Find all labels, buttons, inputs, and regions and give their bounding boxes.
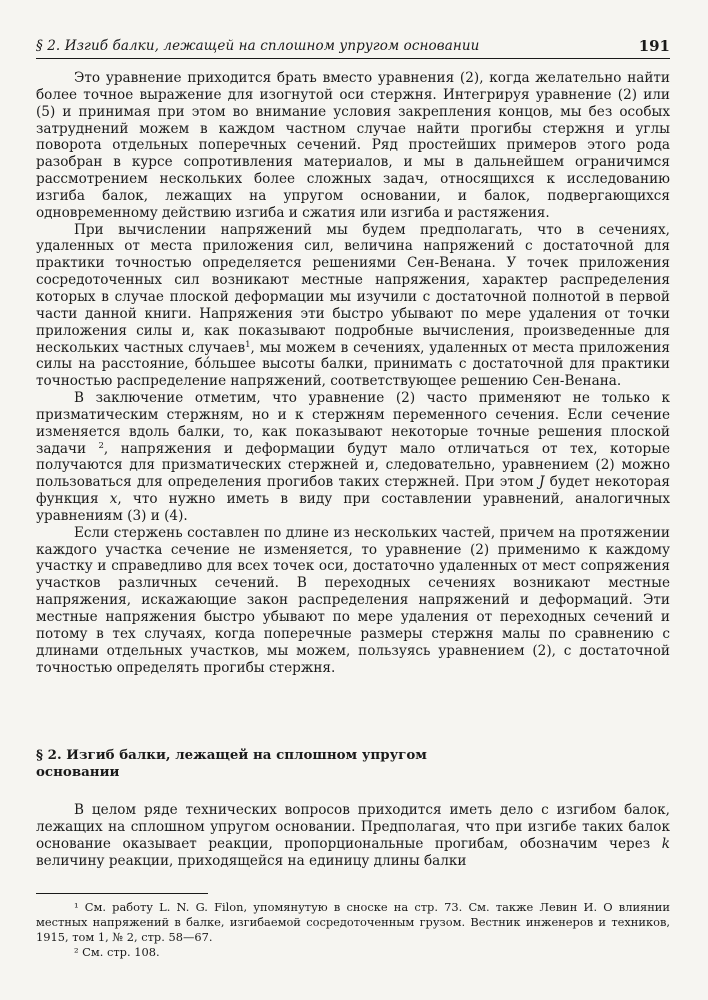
paragraph: В заключение отметим, что уравнение (2) часто применяют не только к призматическим стержням, но и к стержням переменного сечения. Если сечение изменяется вдоль балки, то, как показывают некоторые точные решения плоской задачи $^2$, напряжения и деформации будут мало отличаться от тех, которые получаются для призматических стержней и, следовательно, уравнением (2) можно пользоваться для определения прогибов таких стержней. При этом J будет некоторая функция x, что нужно иметь в виду при составлении уравнений, аналогичных уравнениям (3) и (4). [36,390,670,524]
footnote-mark: 2 [98,440,104,451]
body-text [36,70,670,676]
page-number: 191 [638,37,670,55]
math-symbol: x [109,491,118,508]
footnote-mark: 1 [245,339,251,350]
footnotes [36,900,670,960]
paragraph: При вычислении напряжений мы будем предполагать, что в сечениях, удаленных от места приложения сил, величина напряжений с достаточной для практики точностью определяется решениями Сен-Венана. У точек приложения сосредоточенных сил возникают местные напряжения, характер распределения которых в случае плоской деформации мы изучили с достаточной полнотой в первой части данной книги. Напряжения эти быстро убывают по мере удаления от точки приложения силы и, как показывают подробные вычисления, произведенные для нескольких частных случаев$^1$, мы можем в сечениях, удаленных от места приложения силы на расстояние, бóльшее высоты балки, принимать с достаточной для практики точностью распределение напряжений, соответствующее решению Сен-Венана. [36,221,670,390]
footnote: ² См. стр. 108. [74,945,160,959]
paragraph: Если стержень составлен по длине из нескольких частей, причем на протяжении каждого участка сечение не изменяется, то уравнение (2) применимо к каждому участку и справедливо для всех точек оси, достаточно удаленных от мест сопряжения участков различных сечений. В переходных сечениях возникают местные напряжения, искажающие закон распределения напряжений и деформаций. Эти местные напряжения быстро убывают по мере удаления от переходных сечений и потому в тех случаях, когда поперечные размеры стержня малы по сравнению с длинами отдельных участков, мы можем, пользуясь уравнением (2), с достаточной точностью определять прогибы стержня. [36,524,670,676]
running-header [36,38,670,59]
paragraph: Это уравнение приходится брать вместо уравнения (2), когда желательно найти более точное выражение для изогнутой оси стержня. Интегрируя уравнение (2) или (5) и принимая при этом во внимание условия закрепления концов, мы без особых затруднений можем в каждом частном случае найти прогибы стержня и углы поворота отдельных поперечных сечений. Ряд простейших примеров этого рода разобран в курсе сопротивления материалов, и мы в дальнейшем ограничимся рассмотрением нескольких более сложных задач, относящихся к исследованию изгиба балок, лежащих на упругом основании, и балок, подвергающихся одновременному действию изгиба и сжатия или изгиба и растяжения. [36,70,670,221]
section-body [36,802,670,869]
paragraph: В целом ряде технических вопросов приходится иметь дело с изгибом балок, лежащих на сплошном упругом основании. Предполагая, что при изгибе таких балок основание оказывает реакции, пропорциональные прогибам, обозначим через k величину реакции, приходящейся на единицу длины балки [36,802,670,869]
math-symbol: k [661,835,670,852]
footnote-divider [36,893,208,894]
section-heading: § 2. Изгиб балки, лежащей на сплошном упругом основании [36,747,427,780]
math-symbol: J [538,474,545,491]
running-title: § 2. Изгиб балки, лежащей на сплошном упругом основании [36,38,480,54]
footnote: ¹ См. работу L. N. G. Filon, упомянутую в сноске на стр. 73. См. также Левин И. О влиянии местных напряжений в балке, изгибаемой сосредоточенным грузом. Вестник инженеров и техников, 1915, том 1, № 2, стр. 58—67. [36,900,670,944]
